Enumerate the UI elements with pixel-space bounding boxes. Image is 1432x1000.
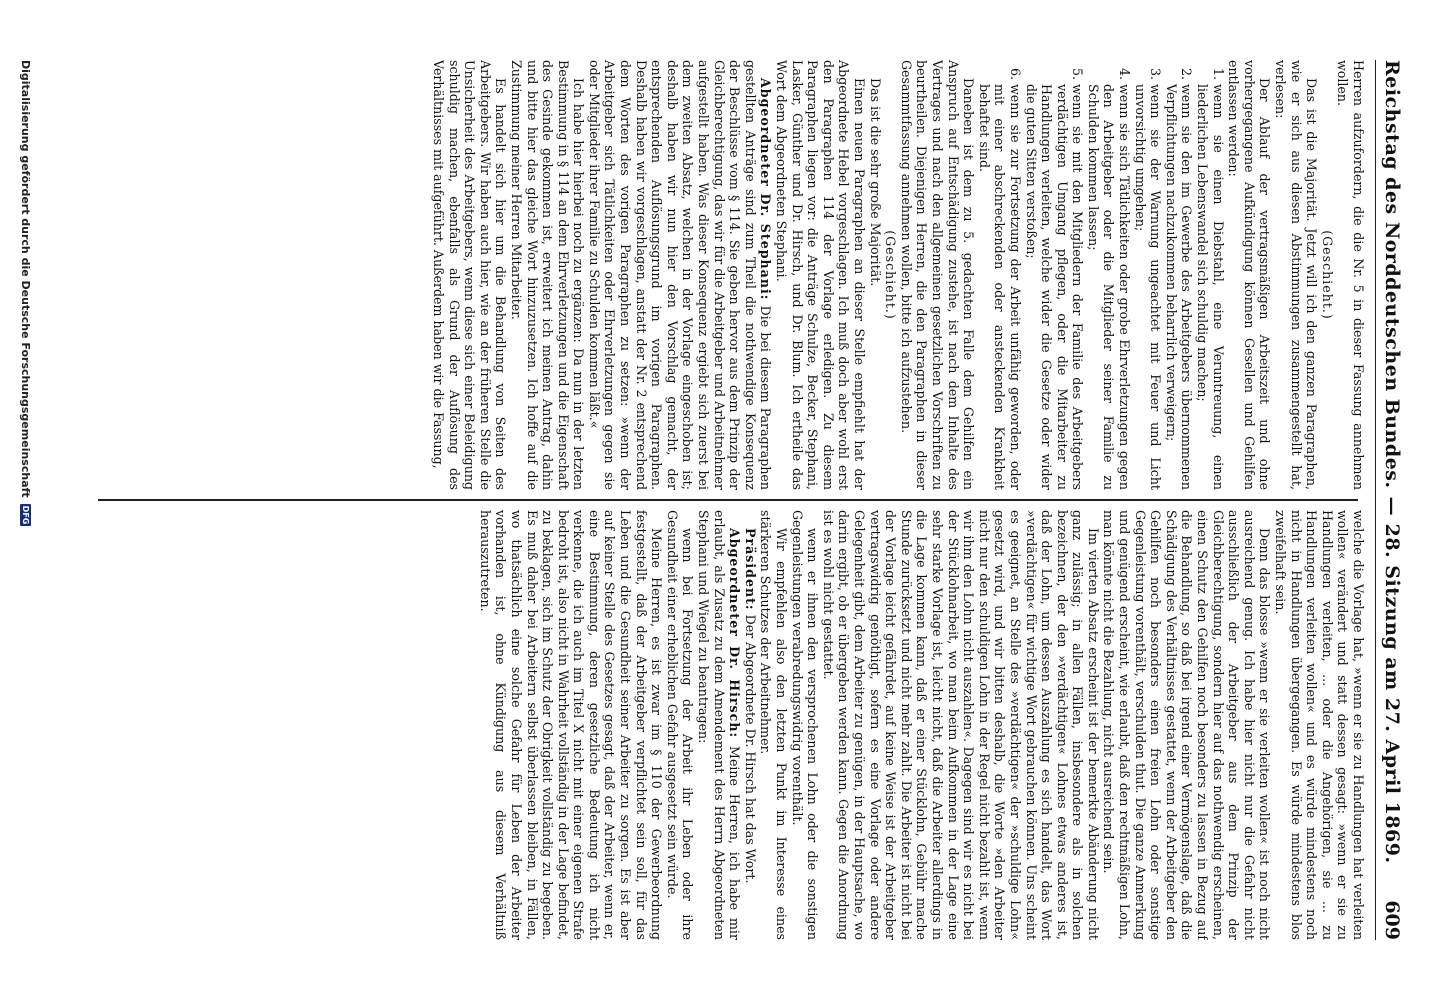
page-number: 609 (1381, 900, 1403, 940)
running-head (1375, 60, 1408, 940)
paragraph: Einen neuen Paragraphen an dieser Stelle empfiehlt hat der Abgeordnete Hebel vorgeschlagen. Ich muß doch aber wohl erst den Paragraphen 114 der Vorlage erledigen. Zu diesem Paragraphen liegen vor: die Anträge Schulze, Becker, Stephani, Lasker, Günther und Dr. Hirsch, und Dr. Blum. Ich ertheile das Wort dem Abgeordneten Stephani. (774, 60, 867, 490)
column-divider (98, 499, 1358, 501)
paragraph: Ich habe hier hierbei noch zu ergänzen: Da nun in der letzten Bestimmung in § 114 an dem Ehrverletzungen und die Eigenschaft des Gesinde gekommen ist, erweitert ich meinen Antrag, dahin und bitte hier das gleiche Wort hinzuzusetzen. Ich hoffe auf die Zustimmung meiner Herren Mitarbeiter. (508, 60, 587, 490)
speaker-name: Präsident: (742, 528, 758, 611)
paragraph: Meine Herren, es ist zwar im § 110 der Gewerbeordnung festgestellt, daß der Arbeitgeber verpflichtet sein soll, für das Leben und die Gesundheit seiner Arbeiter zu sorgen. Es ist aber auf keiner Stelle des Gesetzes gesagt, daß der Arbeiter, wenn er, eine Bestimmung, deren gesetzliche Bedeutung ich nicht verkenne, die ich auch im Titel X nicht mit einer eigenen Strafe bedroht ist, also nicht in Wahrheit vollständig in der Lage befindet, zu beklagen, sich im Schutz der Obrigkeit vollständig zu begeben. Es muß daher bei Arbeitern selbst überlassen bleiben, in Fällen, wo thatsächlich eine solche Gefahr für Leben der Arbeiter vorhanden ist, ohne Kündigung aus diesem Verhältniß herauszutreten. (477, 510, 665, 940)
speech-paragraph (586, 60, 773, 490)
title-separator: — (1381, 496, 1403, 516)
dfg-logo: DFG (21, 505, 30, 525)
paragraph: Es handelt sich hier um die Behandlung von Seiten des Arbeitgebers. Wir haben auch hier, wie an der früheren Stelle die Unsicherheit des Arbeitgebers, wenn diese sich einer Beleidigung schuldig machen, ebenfalls als Grund der Auflösung des Verhältnisses mit aufgeführt. Außerdem haben wir die Fassung, (430, 60, 509, 490)
list-item: 1. wenn sie einen Diebstahl, eine Veruntreuung, einen liederlichen Lebenswandel sich schuldig machen; (1194, 84, 1225, 490)
text-columns (66, 60, 1366, 940)
speech-text: Die bei diesem Paragraphen gestellten Anträge sind zum Theil die nothwendige Konsequenz der Beschlüsse vom § 114. Sie geben hervor aus dem Prinzip der Gleichberechtigung, das wir für die Arbeitgeber und Arbeitnehmer aufgestellt haben. Was dieser Konsequenz ergiebt sich zuerst bei dem zweiten Absatz, welchen in der Vorlage eingeschoben ist; deshalb haben wir nun hier den Vorschlag gemacht, der entsprechenden Auflösungsgrund im vorigen Paragraphen. Deshalb haben wir vorgeschlagen, anstatt der Nr. 2 entsprechend dem Worten des vorigen Paragraphen zu setzen: »wenn der Arbeitgeber sich Tätlichkeiten oder Ehrverletzungen gegen sie oder Mitglieder ihrer Familie zu Schulden kommen läßt.« (586, 60, 774, 490)
paragraph: Der Ablauf der vertragsmäßigen Arbeitszeit und ohne vorhergegangene Aufkündigung können Gesellen und Gehilfen entlassen werden: (1226, 60, 1273, 490)
credit-text: Digitalisierung gefördert durch die Deutsche Forschungsgemeinschaft (19, 60, 32, 498)
quoted-amendment: wenn bei Fortsetzung der Arbeit ihr Leben oder ihre Gesundheit einer erheblichen Gefahr ausgesetzt sein würde. (664, 510, 696, 940)
paragraph: Das ist die Majorität. Jetzt will ich den ganzen Paragraphen, wie er sich aus diesen Abstimmungen zusammengestellt hat, verlesen: (1273, 60, 1320, 490)
right-column (66, 510, 1366, 940)
speech-text: Meine Herren, ich habe mir erlaubt, als Zusatz zu dem Amendement des Herrn Abgeordneten Stephani und Wiegel zu beantragen: (696, 510, 743, 940)
list-item: 5. wenn sie mit den Mitgliedern der Familie des Arbeitgebers verdächtigen Umgang pflegen, oder die Mitarbeiter zu Handlungen verleiten, welche wider die Gesetze oder wider die guten Sitten verstoßen; (1023, 84, 1085, 490)
list-item: 3. wenn sie der Warnung ungeachtet mit Feuer und Licht unvorsichtig umgehen; (1132, 84, 1163, 490)
paragraph: Wir empfehlen also den letzten Punkt im Interesse eines stärkeren Schutzes der Arbeitnehmer. (758, 510, 790, 940)
list-item: 4. wenn sie sich Tätlichkeiten oder grobe Ehrverletzungen gegen den Arbeitgeber oder die Mitglieder seiner Familie zu Schulden kommen lassen; (1085, 84, 1132, 490)
quoted-amendment: wenn er ihnen den versprochenen Lohn oder die sonstigen Gegenleistungen verabredungswidrig vorenthält. (789, 510, 821, 940)
speech-text: Der Abgeordnete Dr. Hirsch hat das Wort. (742, 614, 758, 884)
speech-paragraph (742, 510, 758, 940)
paragraph: Im vierten Absatz erscheint ist der bemerkte Abänderung nicht ganz zulässig; in allen Fällen, insbesondere als in solchen bezeichnen, der den »verdächtigen« Lohnes etwas anderes ist, daß der Lohn, um dessen Auszahlung es sich handelt, das Wort »verdächtigen« für wichtige Wort gebrauchen können. Uns scheint es geeignet, an Stelle des »verdächtigen« der »schuldige Lohn« gesetzt wird, und wir bitten deshalb, die Worte »den Arbeiter nicht nur den schuldigen Lohn in der Regel nicht bezahlt ist, wenn wir ihm den Lohn nicht auszahlen«. Dagegen sind wir es nicht bei der Stücklohnarbeit, wo man beim Aufkommen in der Lage eine sehr starke Vorlage ist, leicht nicht, daß die Arbeiter allerdings in die Lage kommen kann, daß er einer Stücklohn, Gebühr mache Stunde zurücksetzt und nicht mehr zahlt. Die Arbeiter ist nicht bei der Vorlage leicht gefährdet, auf keine Weise ist der Arbeitgeber vertragswidrig genöthigt, sofern es eine Vorlage oder andere Gelegenheit gibt, dem Arbeiter zu genügen, in der Hauptsache, wo darin ergibt, ob er übergeben werden kann. Gegen die Anordnung ist es wohl nicht gestattet. (820, 510, 1101, 940)
paragraph: Das ist die sehr große Majorität. (867, 78, 883, 287)
paragraph: Daneben ist dem zu 5. gedachten Falle dem Gehilfen ein Anspruch auf Entschädigung zustehe, ist nach dem Inhalte des Vertrages und nach den allgemeinen gesetzlichen Vorschriften zu beurtheilen. Diejenigen Herren, die den Paragraphen in dieser Gesammtfassung annehmen wollen, bitte ich aufzustehen. (898, 60, 977, 490)
speech-paragraph (695, 510, 742, 940)
numbered-list (976, 60, 1226, 490)
paragraph: Herren aufzufordern, die die Nr. 5 in dieser Fassung annehmen wollen. (1335, 60, 1366, 490)
paragraph: Denn das blosse »wenn er sie verleiten wollen« ist noch nicht ausreichend genug. Ich habe hier nicht nur die Gefahr nicht ausschließlich der Arbeitgeber aus dem Prinzip der Gleichberechtigung, sondern hier auf das nothwendig erscheinen, einen Schutz den Gehilfen noch besonders zu lassen in Bezug auf die Behandlung, so daß bei irgend einer Vermögenslage, daß die Schädigung des Verhältnisses gestattet, wenn der Arbeitgeber den Gehilfen noch besonders einen freien Lohn oder sonstige Gegenleistung vorenthält, verschulden thut. Die ganze Anmerkung und genügend erscheint, wie erlaubt, daß den rechtmäßigen Lohn, man könnte nicht die Bezahlung, nicht ausreichend sein. (1101, 510, 1273, 940)
list-item: 6. wenn sie zur Fortsetzung der Arbeit unfähig geworden, oder mit einer abschreckenden oder ansteckenden Krankheit behaftet sind. (976, 84, 1023, 490)
publication-title: Reichstag des Norddeutschen Bundes. (1381, 60, 1403, 489)
digitization-credit (19, 60, 32, 526)
list-item: 2. wenn sie den im Gewerbe des Arbeitgebers übernommenen Verpflichtungen nachzukommen beharrlich verweigern; (1163, 84, 1194, 490)
session-info: 28. Sitzung am 27. April 1869. (1381, 523, 1403, 864)
left-column (66, 60, 1366, 490)
speaker-name: Abgeordneter Dr. Hirsch: (727, 528, 743, 739)
parliamentary-note: (Geschieht.) (1319, 230, 1335, 320)
paragraph: welche die Vorlage hat, »wenn er sie zu Handlungen hat verleiten wollen« verändert und statt dessen gesagt: »wenn er sie zu Handlungen verleiten, ... oder die Angehörigen, sie ... zu Handlungen verleiten wollen« und es würde mindestens noch nicht in Handlungen übergegangen. Es würde mindestens blos zweifelhaft sein. (1273, 510, 1366, 940)
speaker-name: Abgeordneter Dr. Stephani: (758, 78, 774, 301)
parliamentary-note: (Geschieht.) (883, 230, 899, 320)
running-head-left (1381, 60, 1403, 864)
